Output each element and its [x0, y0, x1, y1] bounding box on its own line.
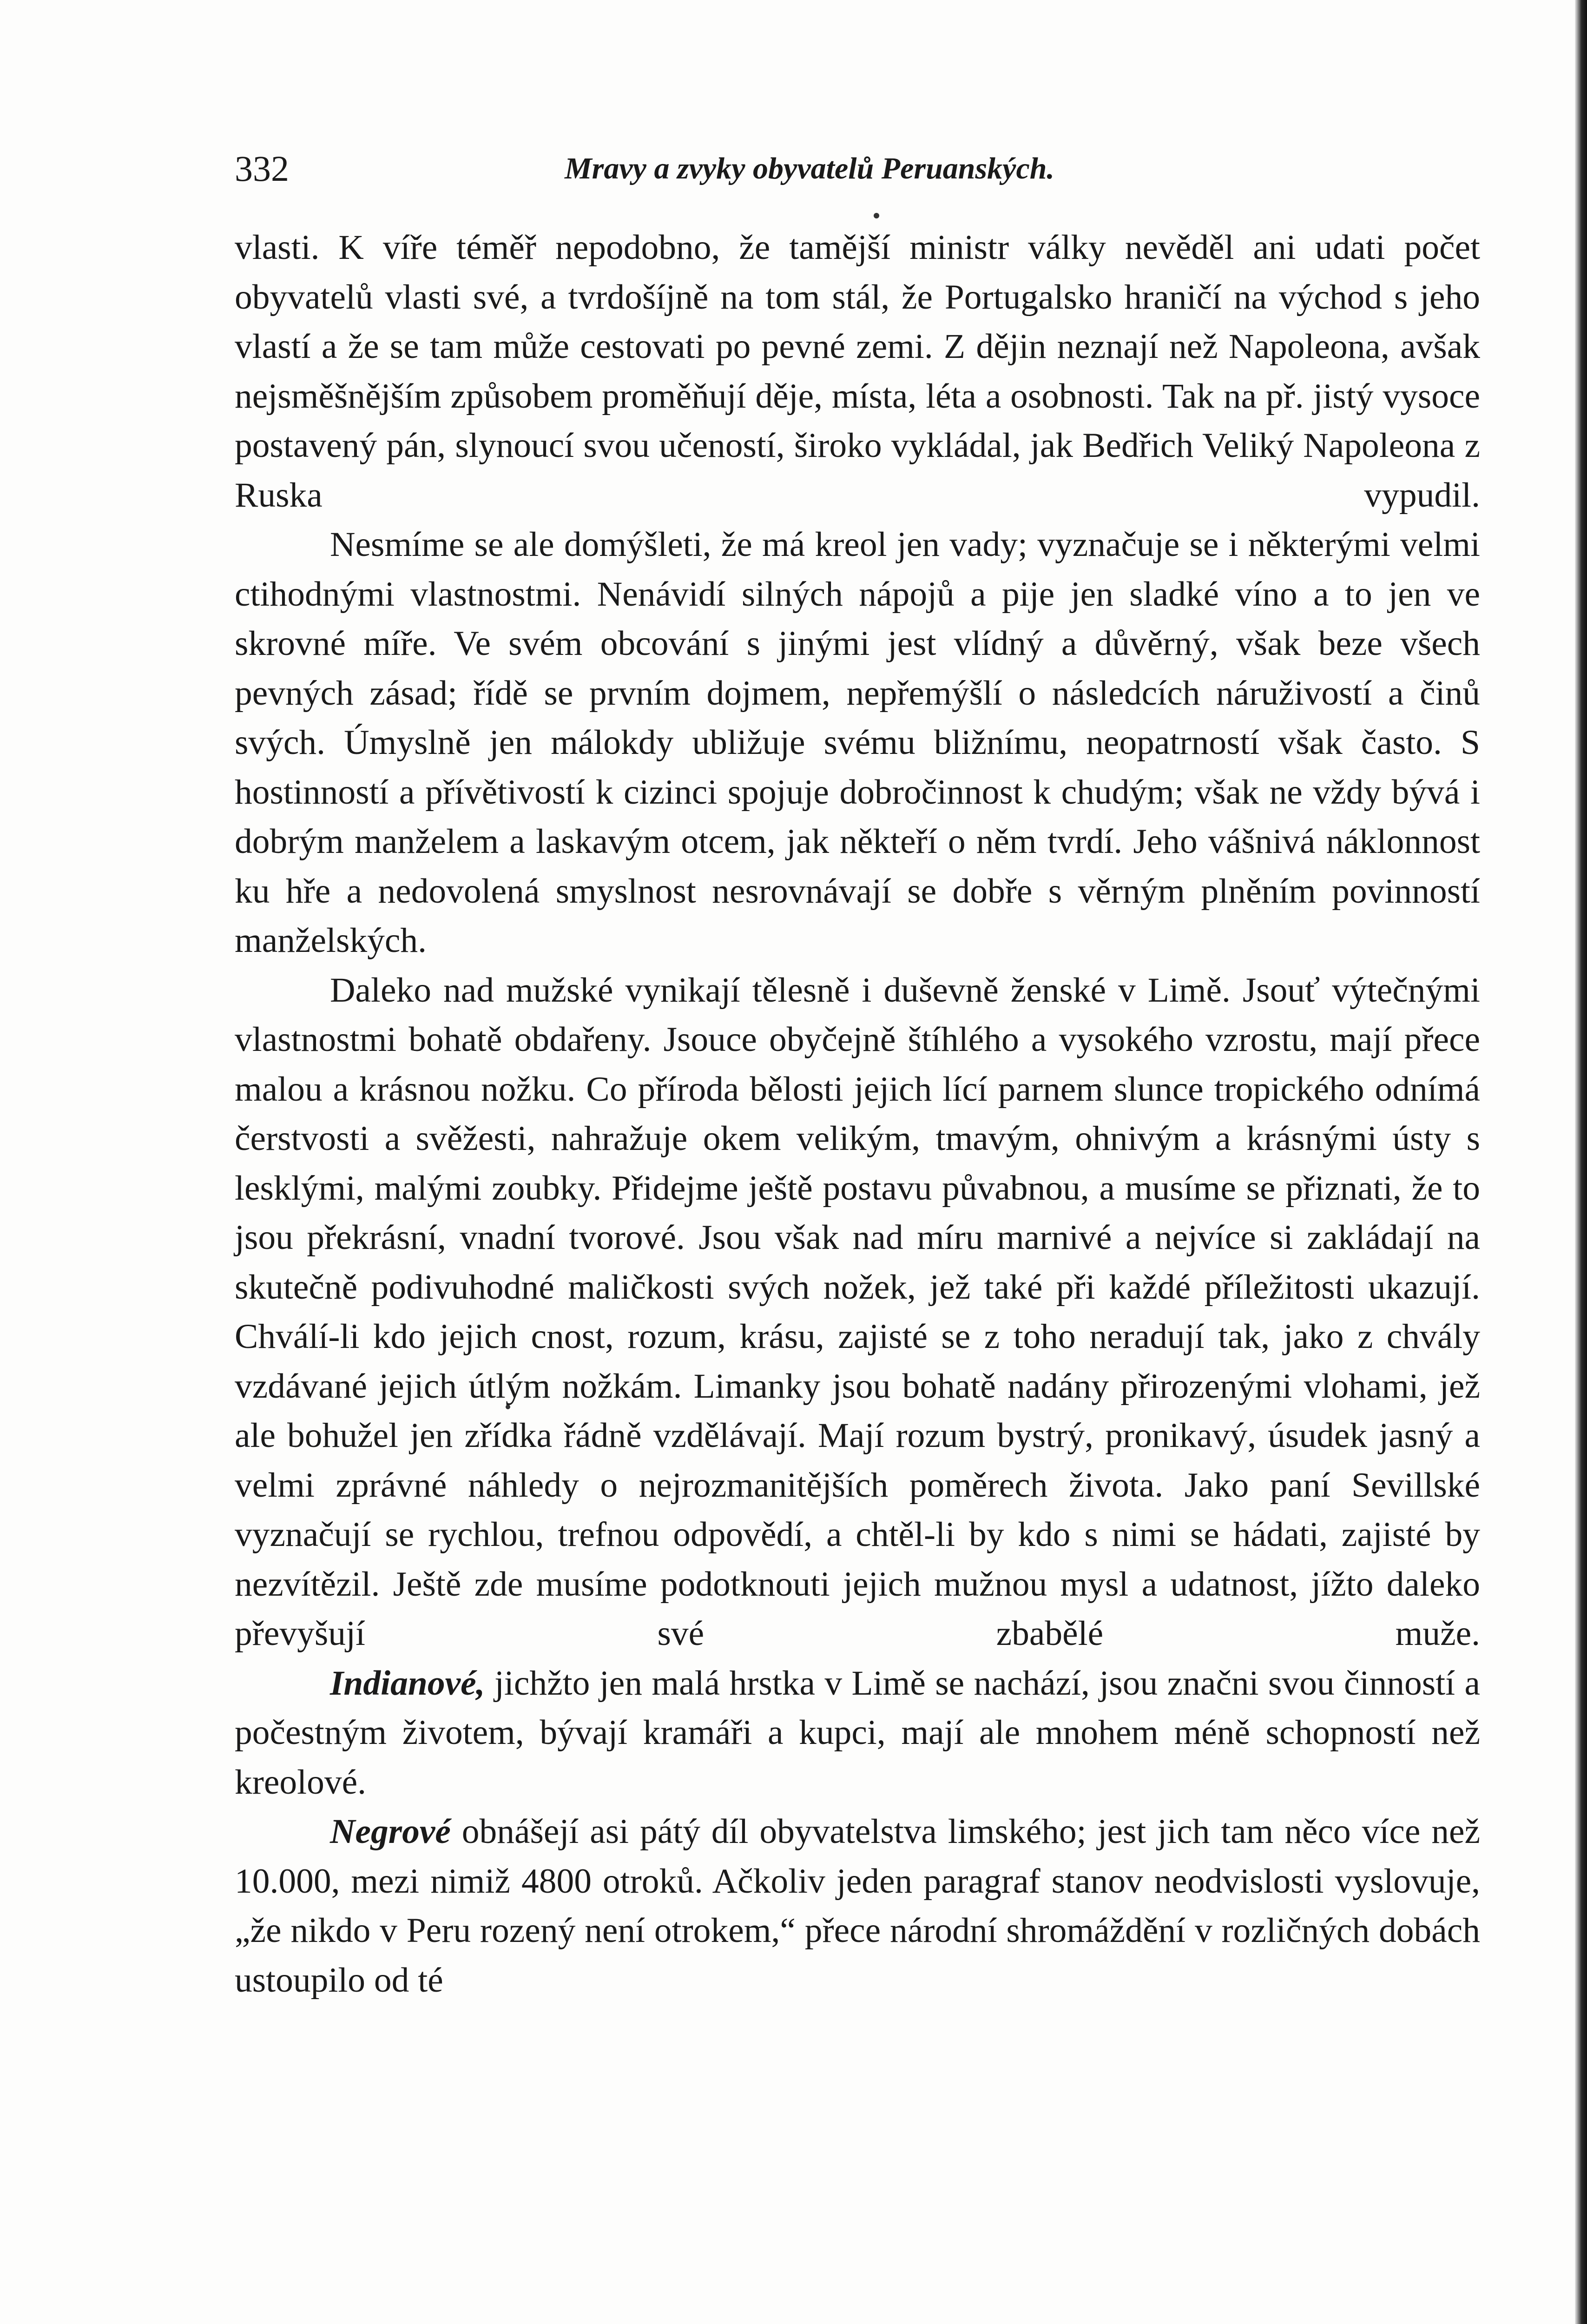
paragraph-2 — [235, 520, 1480, 966]
paragraph-1 — [235, 223, 1480, 520]
paragraph-5 — [235, 1807, 1480, 2005]
paragraph-2-text: Nesmíme se ale domýšleti, že má kreol jen vady; vyznačuje se i některými velmi ctihodnými vlastnostmi. Nenávidí silných nápojů a pije jen sladké víno a to jen ve skrovné míře. Ve svém obcování s jinými jest vlídný a důvěrný, však beze všech pevných zásad; řídě se prvním dojmem, nepřemýšlí o následcích náruživostí a činů svých. Úmyslně jen málokdy ubližuje svému bližnímu, neopatrností však často. S hostinností a přívětivostí k cizinci spojuje dobročinnost k chudým; však ne vždy bývá i dobrým manželem a laskavým otcem, jak někteří o něm tvrdí. Jeho vášnivá náklonnost ku hře a nedovolená smyslnost nesrovnávají se dobře s věrným plněním povinností manželských. — [235, 525, 1480, 960]
ink-speck — [874, 213, 879, 218]
paragraph-4 — [235, 1659, 1480, 1808]
page-header — [235, 148, 1480, 190]
body-text — [235, 223, 1480, 2005]
paragraph-5-text: obnášejí asi pátý díl obyvatelstva limského; jest jich tam něco více než 10.000, mezi nimiž 4800 otroků. Ačkoliv jeden paragraf stanov neodvislosti vyslovuje, „že nikdo v Peru rozený není otrokem,“ přece národní shromáždění v rozličných dobách ustoupilo od té — [235, 1812, 1480, 2000]
paragraph-1-text: vlasti. K víře téměř nepodobno, že tamější ministr války nevěděl ani udati počet obyvatelů vlasti své, a tvrdošíjně na tom stál, že Portugalsko hraničí na východ s jeho vlastí a že se tam může cestovati po pevné zemi. Z dějin neznají než Napoleona, avšak nejsměšnějším způsobem proměňují děje, místa, léta a osobnosti. Tak na př. jistý vysoce postavený pán, slynoucí svou učeností, široko vykládal, jak Bedřich Veliký Napoleona z Ruska vypudil. — [235, 228, 1480, 515]
paragraph-3-text: Daleko nad mužské vynikají tělesně i duševně ženské v Limě. Jsouť výtečnými vlastnostmi bohatě obdařeny. Jsouce obyčejně štíhlého a vysokého vzrostu, mají přece malou a krásnou nožku. Co příroda bělosti jejich lící parnem slunce tropického odnímá čerstvosti a svěžesti, nahražuje okem velikým, tmavým, ohnivým a krásnými ústy s lesklými, malými zoubky. Přidejme ještě postavu půvabnou, a musíme se přiznati, že to jsou překrásní, vnadní tvorové. Jsou však nad míru marnivé a nejvíce si zakládají na skutečně podivuhodné maličkosti svých nožek, jež také při každé příležitosti ukazují. Chválí-li kdo jejich cnost, rozum, krásu, zajisté se z toho neradují tak, jako z chvály vzdávané jejich útlým nožkám. Limanky jsou bohatě nadány přirozenými vlohami, jež ale bohužel jen zřídka řádně vzdělávají. Mají rozum bystrý, pronikavý, úsudek jasný a velmi zprávné náhledy o nejrozmanitějších poměrech života. Jako paní Sevillské vyznačují se rychlou, trefnou odpovědí, a chtěl-li by kdo s nimi se hádati, zajisté by nezvítězil. Ještě zde musíme podotknouti jejich mužnou mysl a udatnost, jížto daleko převyšují své zbabělé muže. — [235, 971, 1480, 1653]
page-number: 332 — [235, 148, 289, 189]
running-title: Mravy a zvyky obyvatelů Peruanských. — [565, 152, 1054, 185]
paragraph-5-lead: Negrové — [330, 1812, 451, 1851]
paragraph-3 — [235, 966, 1480, 1659]
paragraph-4-lead: Indianové, — [330, 1664, 485, 1703]
paragraph-4-text: jichžto jen malá hrstka v Limě se nachází, jsou značni svou činností a počestným životem, bývají kramáři a kupci, mají ale mnohem méně schopností než kreolové. — [235, 1664, 1480, 1802]
page-edge-shadow — [1575, 0, 1587, 2324]
